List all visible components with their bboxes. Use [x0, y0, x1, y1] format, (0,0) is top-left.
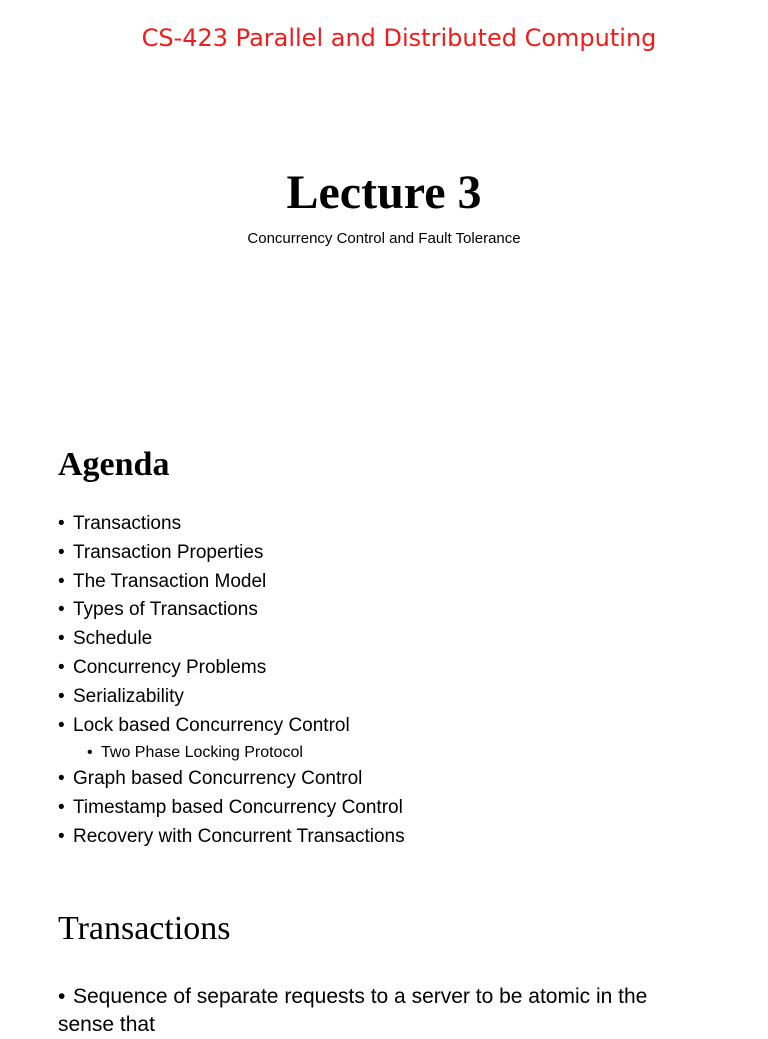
agenda-item: • Transaction Properties [58, 539, 405, 568]
agenda-item: • Timestamp based Concurrency Control [58, 794, 405, 823]
bullet-icon: • [58, 985, 66, 1008]
agenda-list [58, 510, 405, 852]
bullet-icon: • [58, 570, 65, 592]
bullet-icon: • [58, 541, 65, 563]
agenda-subitem: • Two Phase Locking Protocol [58, 740, 405, 765]
transactions-bullet-text: Sequence of separate requests to a server to be atomic in the sense that [58, 985, 648, 1036]
agenda-item: • Schedule [58, 625, 405, 654]
bullet-icon: • [58, 628, 65, 650]
bullet-icon: • [58, 768, 65, 790]
agenda-item: • Transactions [58, 510, 405, 539]
agenda-item: • Lock based Concurrency Control [58, 712, 405, 741]
agenda-heading: Agenda [58, 446, 170, 483]
bullet-icon: • [58, 685, 65, 707]
lecture-title: Lecture 3 [286, 166, 482, 219]
bullet-icon: • [58, 599, 65, 621]
agenda-item: • Serializability [58, 683, 405, 712]
agenda-item: • Recovery with Concurrent Transactions [58, 823, 405, 852]
lecture-subtitle: Concurrency Control and Fault Tolerance [247, 230, 521, 247]
bullet-icon: • [58, 825, 65, 847]
bullet-icon: • [58, 513, 65, 534]
bullet-icon: • [58, 656, 65, 678]
agenda-item: • The Transaction Model [58, 568, 405, 597]
bullet-icon: • [87, 744, 93, 762]
bullet-icon: • [58, 714, 65, 736]
agenda-item: • Graph based Concurrency Control [58, 765, 405, 794]
slide-course-title: CS-423 Parallel and Distributed Computing [141, 24, 657, 52]
bullet-icon: • [58, 797, 65, 819]
agenda-item: • Types of Transactions [58, 596, 405, 625]
agenda-item: • Concurrency Problems [58, 654, 405, 683]
transactions-heading: Transactions [58, 910, 231, 947]
transactions-bullet [58, 983, 708, 1039]
